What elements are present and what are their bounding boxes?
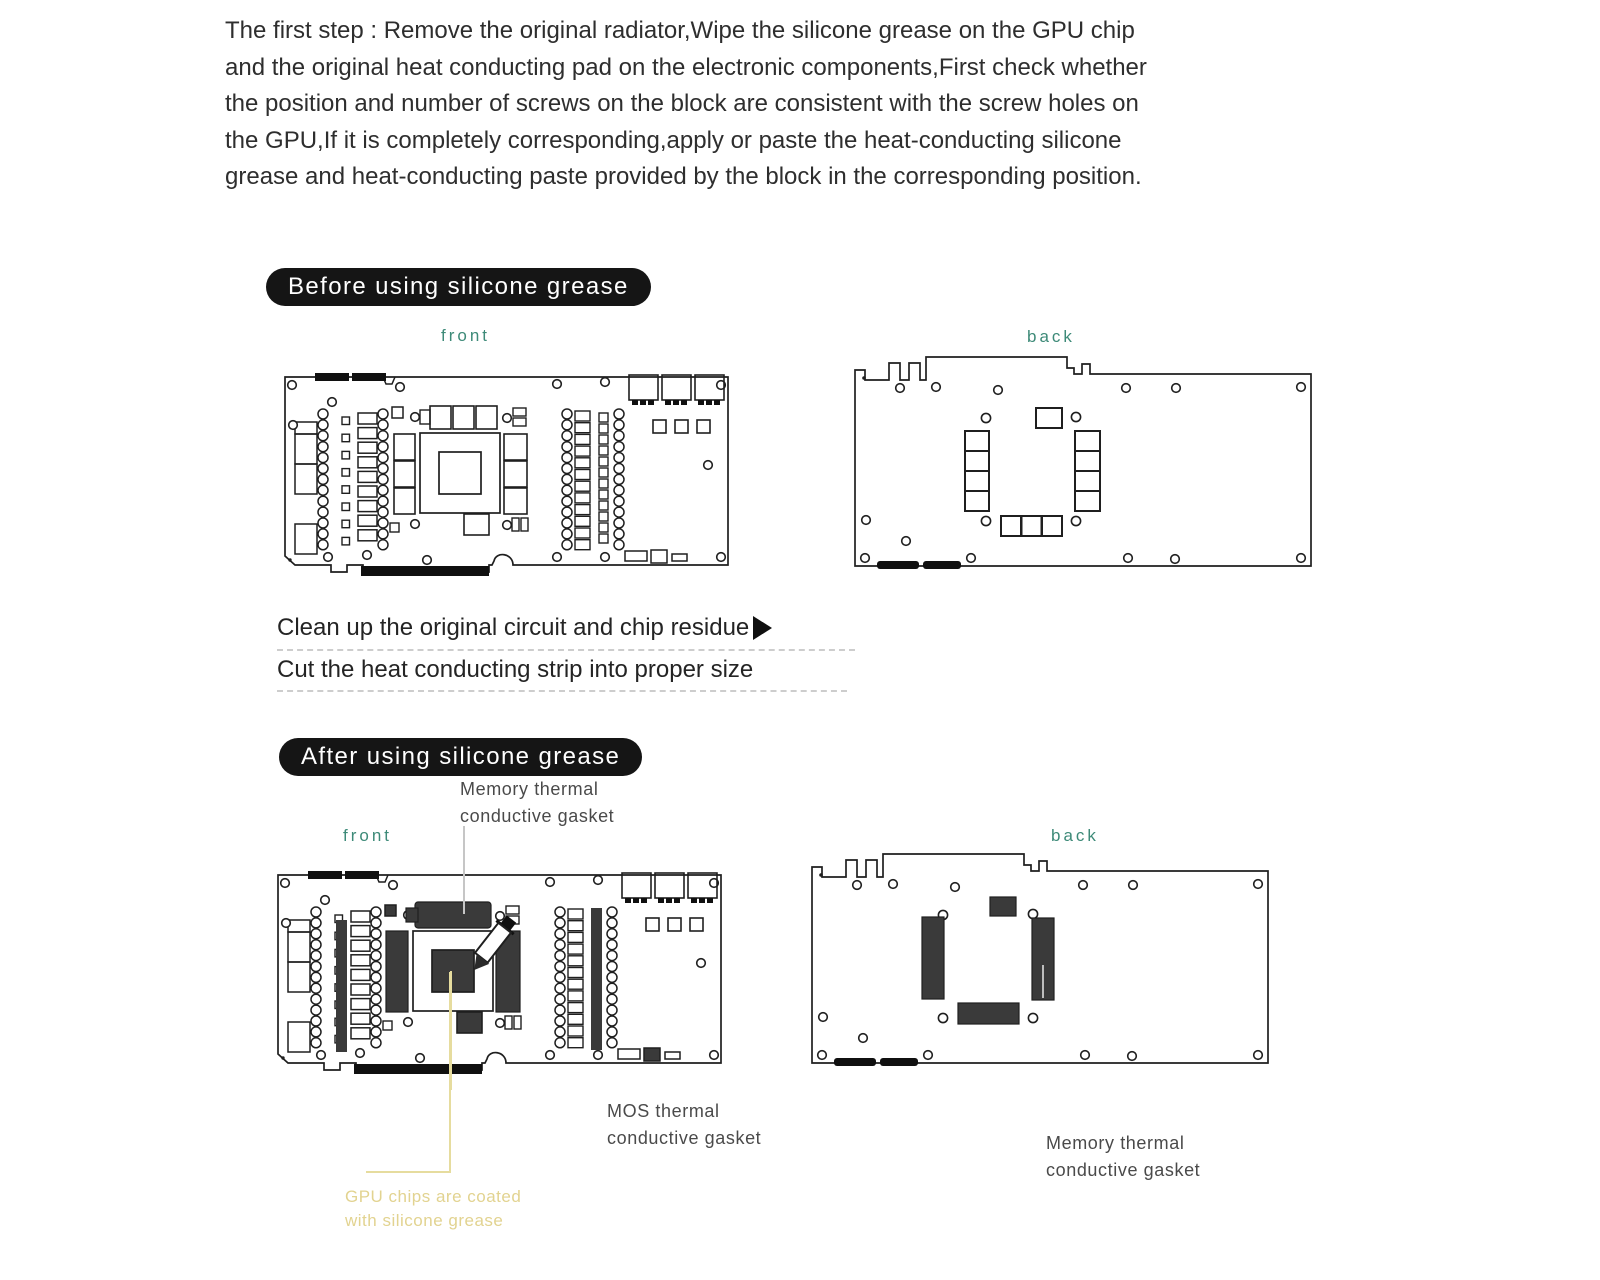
pcb-front-after-diagram	[266, 858, 724, 1090]
mos-gasket-line-2: conductive gasket	[607, 1128, 762, 1148]
gpu-grease-note-line-1: GPU chips are coated	[345, 1187, 522, 1206]
pcb-front-before-diagram	[273, 360, 731, 592]
mos-gasket-label	[607, 1098, 761, 1152]
leader-line-memory-top	[463, 826, 465, 914]
memory-gasket-top-label	[460, 776, 614, 830]
before-section-title: Before using silicone grease	[266, 268, 651, 306]
intro-line-4: the GPU,If it is completely corresponding,apply or paste the heat-conducting silicone	[225, 126, 1122, 154]
after-front-label: front	[343, 826, 393, 845]
intro-line-1: The first step : Remove the original radiator,Wipe the silicone grease on the GPU chip	[225, 17, 1135, 44]
memory-gasket-bottom-label	[1046, 1130, 1200, 1184]
leader-line-gpu-horizontal	[366, 1171, 451, 1173]
intro-line-5: grease and heat-conducting paste provided by the block in the corresponding position.	[225, 163, 1142, 191]
divider-dashed-2	[277, 690, 847, 692]
leader-line-gpu-vertical	[449, 972, 451, 1172]
arrow-right-icon	[753, 616, 772, 640]
step-line-1	[277, 614, 772, 642]
divider-dashed-1	[277, 649, 855, 651]
memory-gasket-top-line-1: Memory thermal	[460, 779, 599, 799]
mos-gasket-line-1: MOS thermal	[607, 1101, 720, 1121]
after-back-label: back	[1051, 826, 1099, 845]
intro-paragraph	[225, 13, 1345, 196]
pcb-back-after-diagram	[810, 850, 1270, 1070]
intro-line-3: the position and number of screws on the block are consistent with the screw holes on	[225, 90, 1139, 118]
before-front-label: front	[441, 326, 491, 345]
memory-gasket-bottom-line-2: conductive gasket	[1046, 1160, 1201, 1180]
memory-gasket-top-line-2: conductive gasket	[460, 806, 615, 826]
memory-gasket-bottom-line-1: Memory thermal	[1046, 1133, 1185, 1153]
before-back-label: back	[1027, 327, 1075, 346]
gpu-grease-note-line-2: with silicone grease	[345, 1211, 504, 1230]
step-line-1-text: Clean up the original circuit and chip residue	[277, 614, 750, 641]
intro-line-2: and the original heat conducting pad on the electronic components,First check whether	[225, 53, 1147, 81]
after-section-title: After using silicone grease	[279, 738, 642, 776]
step-line-2-text: Cut the heat conducting strip into proper size	[277, 656, 754, 683]
gpu-grease-note	[345, 1185, 521, 1233]
step-line-2	[277, 656, 753, 684]
pcb-back-before-diagram	[853, 353, 1313, 573]
